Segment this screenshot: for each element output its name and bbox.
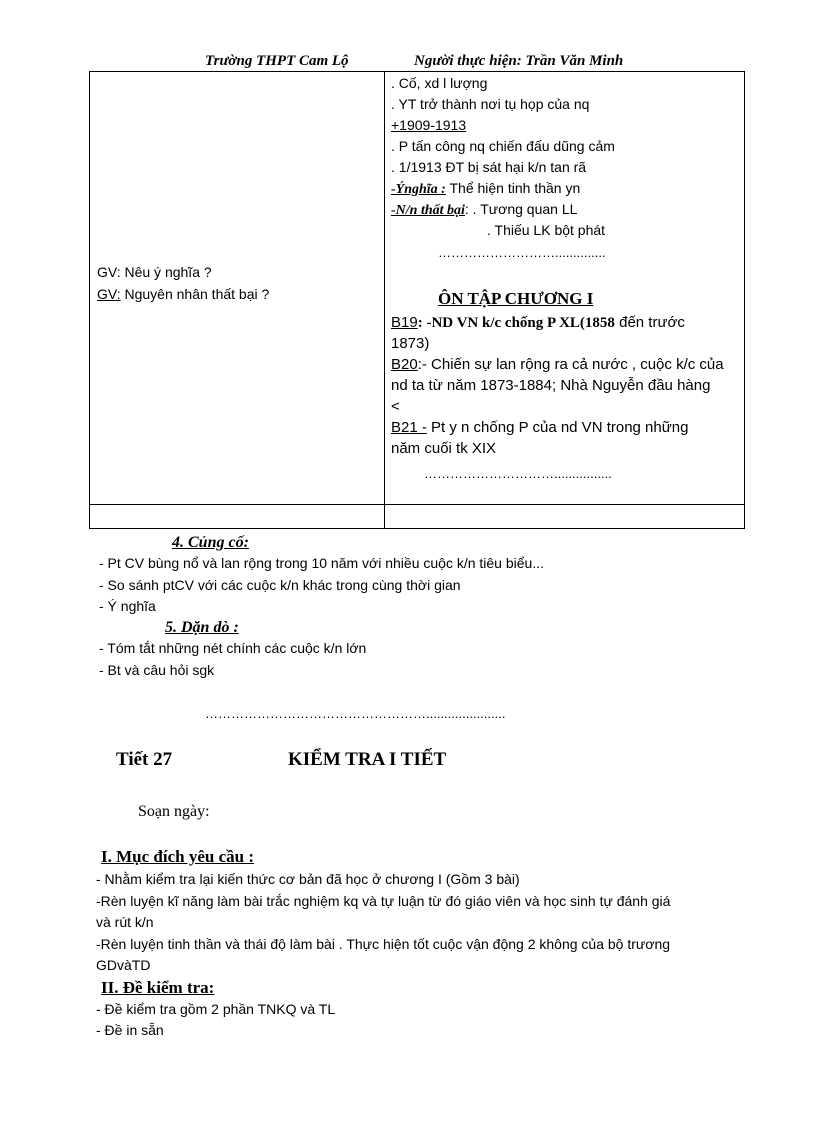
section-1-line: GDvàTD bbox=[96, 957, 151, 973]
b19-label: B19 bbox=[391, 314, 418, 331]
date-label: Soạn ngày: bbox=[138, 803, 210, 820]
b21-text: Pt y n chống P của nd VN trong những bbox=[426, 419, 689, 436]
b20-text: :- Chiến sự lan rộng ra cả nước , cuộc k/c của bbox=[417, 356, 724, 373]
section-1-title: I. Mục đích yêu cầu : bbox=[101, 847, 254, 866]
section-1-line: và rút k/n bbox=[96, 914, 154, 930]
cause-text: : . Tương quan LL bbox=[464, 201, 578, 217]
right-line-5: . 1/1913 ĐT bị sát hại k/n tan rã bbox=[391, 159, 587, 175]
meaning-line bbox=[391, 180, 580, 198]
b19-tail: đến trước bbox=[614, 314, 685, 331]
b21-line-2: năm cuối tk XIX bbox=[391, 440, 497, 457]
b20-line bbox=[391, 356, 724, 373]
b20-label: B20 bbox=[391, 356, 418, 373]
homework-title: 5. Dặn dò : bbox=[165, 619, 239, 636]
right-line-8: . Thiếu LK bột phát bbox=[487, 222, 606, 238]
section-1-line: -Rèn luyện tinh thần và thái độ làm bài . Thực hiện tốt cuộc vận động 2 không của bộ trương bbox=[96, 936, 671, 952]
section-2-line: - Đề in sẵn bbox=[96, 1022, 164, 1038]
section-2-line: - Đề kiểm tra gồm 2 phần TNKQ và TL bbox=[96, 1001, 336, 1017]
homework-item: - Bt và câu hỏi sgk bbox=[99, 662, 215, 678]
dots-separator-1: ……………………….............. bbox=[438, 245, 606, 260]
b19-line bbox=[391, 314, 685, 332]
meaning-label: -Ýnghĩa : bbox=[391, 182, 446, 197]
b19-text: : -ND VN k/c chống P XL(1858 bbox=[417, 315, 615, 331]
author-name: Người thực hiện: Trần Văn Minh bbox=[414, 53, 624, 69]
dots-separator-3: ……………………………………………...................... bbox=[205, 706, 506, 721]
right-line-4: . P tấn công nq chiến đấu dũng cảm bbox=[391, 138, 615, 154]
b21-label: B21 - bbox=[391, 419, 427, 436]
cause-label: -N/n thất bại bbox=[391, 203, 465, 218]
right-line-1: . Cố, xd l lượng bbox=[391, 75, 488, 91]
homework-item: - Tóm tắt những nét chính các cuộc k/n lớn bbox=[99, 640, 367, 656]
b20-line-2: nd ta từ năm 1873-1884; Nhà Nguyễn đầu hàng bbox=[391, 377, 711, 394]
teacher-question-2 bbox=[97, 286, 269, 302]
consolidation-item: - Ý nghĩa bbox=[99, 598, 156, 614]
section-2-title: II. Đề kiểm tra: bbox=[101, 978, 215, 997]
cause-line bbox=[391, 201, 577, 219]
meaning-text: Thể hiện tinh thần yn bbox=[445, 180, 581, 196]
school-name: Trường THPT Cam Lộ bbox=[205, 53, 349, 69]
section-1-line: -Rèn luyện kĩ năng làm bài trắc nghiệm kq và tự luận từ đó giáo viên và học sinh tự đánh giá bbox=[96, 893, 671, 909]
b19-line-2: 1873) bbox=[391, 335, 430, 352]
lesson-title: KIỂM TRA I TIẾT bbox=[288, 749, 447, 770]
right-line-3: +1909-1913 bbox=[391, 117, 467, 133]
b20-line-3: < bbox=[391, 398, 400, 415]
consolidation-title: 4. Củng cố: bbox=[172, 534, 249, 551]
dots-separator-2: …………………………................ bbox=[424, 466, 612, 481]
b21-line bbox=[391, 419, 688, 436]
gv-question-text: Nguyên nhân thất bại ? bbox=[120, 286, 270, 302]
lesson-number: Tiết 27 bbox=[116, 749, 173, 770]
gv-label: GV: bbox=[97, 286, 121, 302]
teacher-question-1: GV: Nêu ý nghĩa ? bbox=[97, 264, 212, 280]
section-1-line: - Nhằm kiểm tra lại kiến thức cơ bản đã học ở chương I (Gồm 3 bài) bbox=[96, 871, 520, 887]
right-line-2: . YT trở thành nơi tụ họp của nq bbox=[391, 96, 590, 112]
consolidation-item: - So sánh ptCV với các cuộc k/n khác trong cùng thời gian bbox=[99, 577, 461, 593]
review-title: ÔN TẬP CHƯƠNG I bbox=[438, 289, 594, 308]
consolidation-item: - Pt CV bùng nổ và lan rộng trong 10 năm với nhiều cuộc k/n tiêu biểu... bbox=[99, 555, 544, 571]
